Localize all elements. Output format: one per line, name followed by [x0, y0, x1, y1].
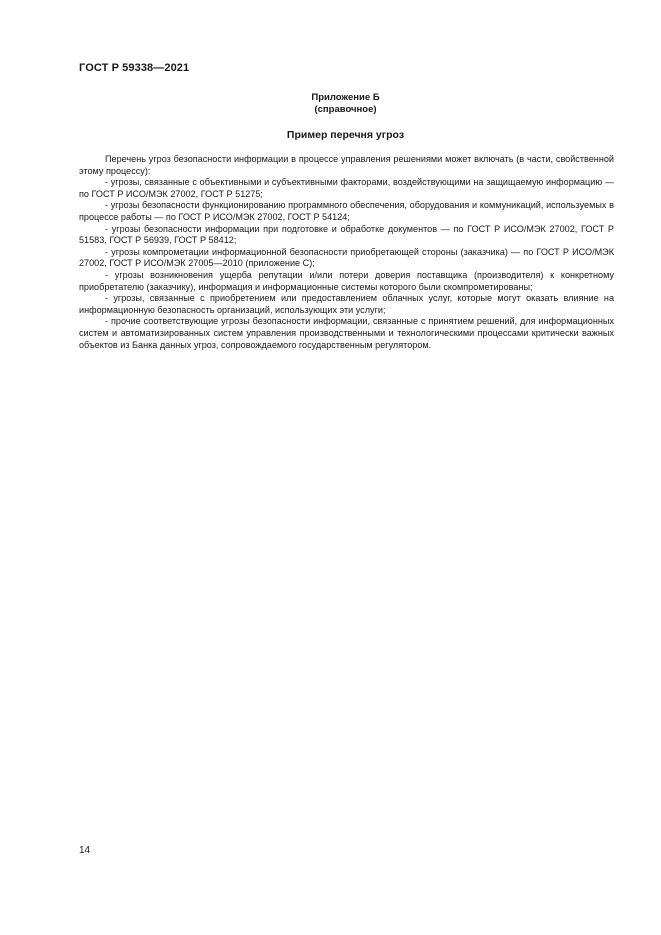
appendix-title: Приложение Б — [311, 92, 380, 103]
section-title: Пример перечня угроз — [286, 129, 405, 141]
threat-list-item: - угрозы, связанные с приобретением или предоставлением облачных услуг, которые могут оказать влияние на информационную безопасность организаций, использующих эти услуги; — [79, 293, 614, 315]
intro-paragraph: Перечень угроз безопасности информации в процессе управления решениями может включать (в части, свойственной этому процессу): — [79, 154, 614, 176]
threat-list-item: - угрозы, связанные с объективными и субъективными факторами, воздействующими на защищаемую информацию — по ГОСТ Р ИСО/МЭК 27002, ГОСТ Р 51275; — [79, 177, 614, 199]
threat-list-item: - прочие соответствующие угрозы безопасности информации, связанные с принятием решений, для информационных систем и автоматизированных систем управления производственными и технологическими процессами критически важных объектов из Банка данных угроз, сопровождаемого государственным регулятором. — [79, 316, 614, 350]
threat-list-item: - угрозы безопасности информации при подготовке и обработке документов — по ГОСТ Р ИСО/МЭК 27002, ГОСТ Р 51583, ГОСТ Р 56939, ГОСТ Р 58412; — [79, 223, 614, 246]
threat-list-item: - угрозы безопасности функционированию программного обеспечения, оборудования и коммуникаций, используемых в процессе работы — по ГОСТ Р ИСО/МЭК 27002, ГОСТ Р 54124; — [79, 200, 614, 222]
threat-list-item: - угрозы компрометации информационной безопасности приобретающей стороны (заказчика) — по ГОСТ Р ИСО/МЭК 27002, ГОСТ Р ИСО/МЭК 27005—2010 (приложение С); — [79, 246, 614, 269]
appendix-type: (справочное) — [314, 104, 377, 115]
appendix-heading — [0, 92, 661, 116]
page-number: 14 — [79, 845, 91, 856]
threat-list-item: - угрозы возникновения ущерба репутации и/или потери доверия поставщика (производителя) к конкретному приобретателю (заказчику), информация и информационные системы которого были скомпрометированы; — [79, 269, 614, 292]
standard-code: ГОСТ Р 59338—2021 — [79, 62, 190, 74]
document-body — [79, 154, 614, 351]
